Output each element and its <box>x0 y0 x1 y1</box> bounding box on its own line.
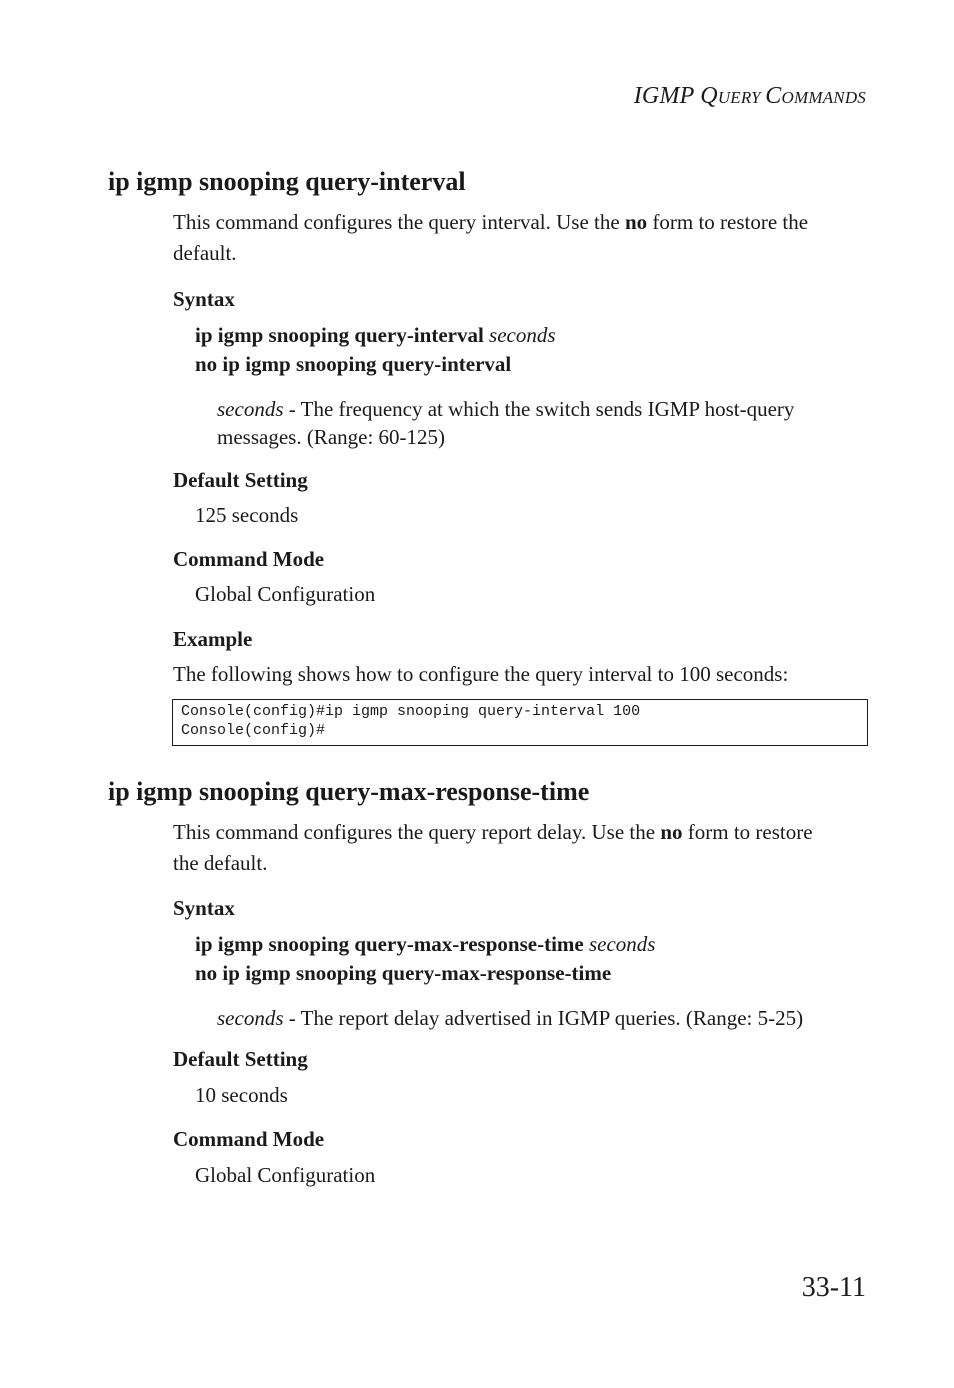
syntax-no-command: no ip igmp snooping query-max-response-time <box>195 961 612 985</box>
running-head-part: UERY <box>717 88 766 107</box>
running-head-part: Q <box>700 83 718 109</box>
section-title: ip igmp snooping query-max-response-time <box>108 777 590 806</box>
syntax-heading: Syntax <box>173 896 235 920</box>
intro-keyword: no <box>660 820 683 844</box>
syntax-command <box>195 323 556 348</box>
default-setting-value: 125 seconds <box>195 503 299 527</box>
section-title: ip igmp snooping query-interval <box>108 167 466 196</box>
default-setting-heading: Default Setting <box>173 468 308 492</box>
parameter-description <box>217 1004 867 1032</box>
command-mode-heading: Command Mode <box>173 547 325 571</box>
command-mode-heading: Command Mode <box>173 1127 325 1151</box>
code-example <box>172 699 868 746</box>
default-setting-value: 10 seconds <box>195 1083 288 1107</box>
section-intro <box>173 207 863 269</box>
syntax-no-command: no ip igmp snooping query-interval <box>195 352 512 376</box>
section-intro <box>173 817 833 879</box>
syntax-parameter: seconds <box>489 323 556 347</box>
running-head <box>634 83 866 110</box>
default-setting-heading: Default Setting <box>173 1047 308 1071</box>
running-head-part: OMMANDS <box>781 88 866 107</box>
intro-text: This command configures the query report delay. Use the <box>173 820 661 844</box>
intro-keyword: no <box>624 210 648 234</box>
example-intro: The following shows how to configure the query interval to 100 seconds: <box>173 662 789 686</box>
syntax-command <box>195 932 655 957</box>
parameter-name: seconds <box>217 397 284 421</box>
parameter-name: seconds <box>217 1006 284 1030</box>
syntax-command-text: ip igmp snooping query-interval <box>195 323 484 347</box>
parameter-description <box>217 395 867 451</box>
parameter-text: - The frequency at which the switch sends IGMP host-query messages. (Range: 60-125) <box>217 397 795 449</box>
running-head-part: IGMP <box>633 83 701 109</box>
syntax-command-text: ip igmp snooping query-max-response-time <box>195 932 584 956</box>
code-line: Console(config)# <box>181 722 326 739</box>
example-heading: Example <box>173 627 253 651</box>
page-number: 33-11 <box>801 1272 866 1303</box>
intro-text: This command configures the query interval. Use the <box>173 210 625 234</box>
command-mode-value: Global Configuration <box>195 1163 376 1187</box>
running-head-part: C <box>765 83 782 109</box>
syntax-heading: Syntax <box>173 287 235 311</box>
parameter-text: - The report delay advertised in IGMP queries. (Range: 5-25) <box>283 1006 804 1030</box>
code-line: Console(config)#ip igmp snooping query-interval 100 <box>181 703 641 720</box>
intro-text: form to restore the default. <box>173 210 809 265</box>
syntax-parameter: seconds <box>588 932 656 956</box>
command-mode-value: Global Configuration <box>195 582 376 606</box>
intro-text: form to restore the default. <box>173 820 813 875</box>
